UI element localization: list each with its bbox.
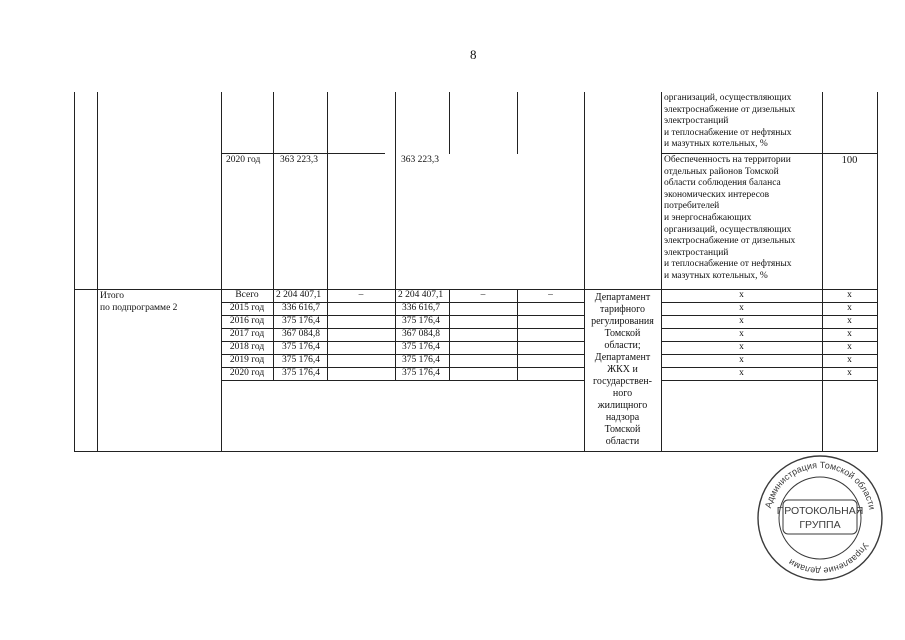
year-cell: Всего [235,290,259,300]
text-line: организаций, осуществляющих [664,93,792,103]
indicator-cell: х [739,368,744,378]
text-line: и мазутных котельных, % [664,139,768,150]
totals-label [100,291,177,314]
value-cell: х [847,329,852,339]
table-vline [661,92,662,452]
row-2020-total: 363 223,3 [280,155,318,165]
table-vline [221,92,222,452]
total-cell: 367 084,8 [282,329,320,339]
text-line: надзора [605,412,640,423]
stamp-center-line: ПРОТОКОЛЬНАЯ [776,505,864,517]
value-cell: х [847,355,852,365]
text-line: регулирования [591,316,654,327]
text-line: электростанций [664,116,729,127]
row-2020-indicator [664,155,795,283]
regional-cell: 375 176,4 [402,355,440,365]
text-line: Итого [100,291,125,301]
text-line: тарифного [600,304,645,315]
stamp-inner-ring [779,477,861,559]
value-cell: х [847,290,852,300]
indicator-cell: х [739,290,744,300]
indicator-continuation [664,93,795,151]
table-hline [661,153,877,154]
table-vline [74,92,75,452]
value-cell: х [847,368,852,378]
stamp-outer-ring [758,456,882,580]
table-hline [221,380,584,381]
text-line: отдельных районов Томской [664,166,779,177]
total-cell: 2 204 407,1 [276,290,322,300]
text-line: и теплоснабжение от нефтяных [664,259,792,270]
row-2020-indicator-value: 100 [841,155,858,166]
text-line: экономических интересов [664,189,770,200]
table-hline [221,153,385,154]
stamp-seal [755,453,885,583]
federal-cell: – [358,290,364,300]
value-cell: х [847,316,852,326]
table-hline [74,451,877,452]
text-line: ного [612,388,633,399]
total-cell: 375 176,4 [282,316,320,326]
indicator-cell: х [739,342,744,352]
regional-cell: 367 084,8 [402,329,440,339]
text-line: Обеспеченность на территории [664,155,791,165]
value-cell: х [847,303,852,313]
stamp-bottom-text: Управление делами [786,541,871,577]
row-2020-year: 2020 год [226,155,261,165]
table-vline [395,92,396,381]
local-cell: – [480,290,486,300]
total-cell: 375 176,4 [282,368,320,378]
executor-cell [584,292,661,448]
text-line: по подпрограмме 2 [100,302,178,313]
table-vline [822,92,823,452]
year-cell: 2018 год [229,342,265,352]
regional-cell: 375 176,4 [402,368,440,378]
regional-cell: 336 616,7 [402,303,440,313]
regional-cell: 375 176,4 [402,316,440,326]
text-line: и энергоснабжающих [664,212,752,223]
text-line: электроснабжение от дизельных [664,236,796,247]
text-line: Департамент [594,292,651,303]
year-cell: 2017 год [229,329,265,339]
indicator-cell: х [739,355,744,365]
page-number: 8 [470,47,477,62]
text-line: электростанций [664,247,729,258]
text-line: области [605,436,640,447]
stamp-ring-text: Администрация Томской области [763,459,878,511]
text-line: Томской [604,328,641,339]
row-2020-regional: 363 223,3 [401,155,439,165]
text-line: области соблюдения баланса [664,178,781,189]
year-cell: 2019 год [229,355,265,365]
text-line: жилищного [597,400,648,411]
text-line: государствен- [593,376,652,387]
regional-cell: 375 176,4 [402,342,440,352]
table-vline [273,92,274,381]
table-vline [877,92,878,452]
table-vline [327,92,328,381]
stamp-center-line: ГРУППА [799,519,841,531]
text-line: организаций, осуществляющих [664,224,792,235]
text-line: потребителей [664,201,720,212]
regional-cell: 2 204 407,1 [398,290,444,300]
value-cell: х [847,342,852,352]
total-cell: 375 176,4 [282,355,320,365]
table-hline [661,380,877,381]
year-cell: 2016 год [229,316,265,326]
text-line: электроснабжение от дизельных [664,104,796,115]
text-line: Департамент [594,352,651,363]
year-cell: 2020 год [229,368,265,378]
indicator-cell: х [739,303,744,313]
text-line: и теплоснабжение от нефтяных [664,127,792,138]
table-vline [517,92,518,154]
year-cell: 2015 год [229,303,265,313]
other-cell: – [548,290,553,300]
indicator-cell: х [739,329,744,339]
table-vline [97,92,98,452]
text-line: и мазутных котельных, % [664,270,768,281]
total-cell: 375 176,4 [282,342,320,352]
indicator-cell: х [739,316,744,326]
text-line: Томской [604,424,641,435]
total-cell: 336 616,7 [282,303,320,313]
text-line: ЖКХ и [607,364,638,375]
text-line: области; [604,340,641,351]
table-vline [449,92,450,154]
